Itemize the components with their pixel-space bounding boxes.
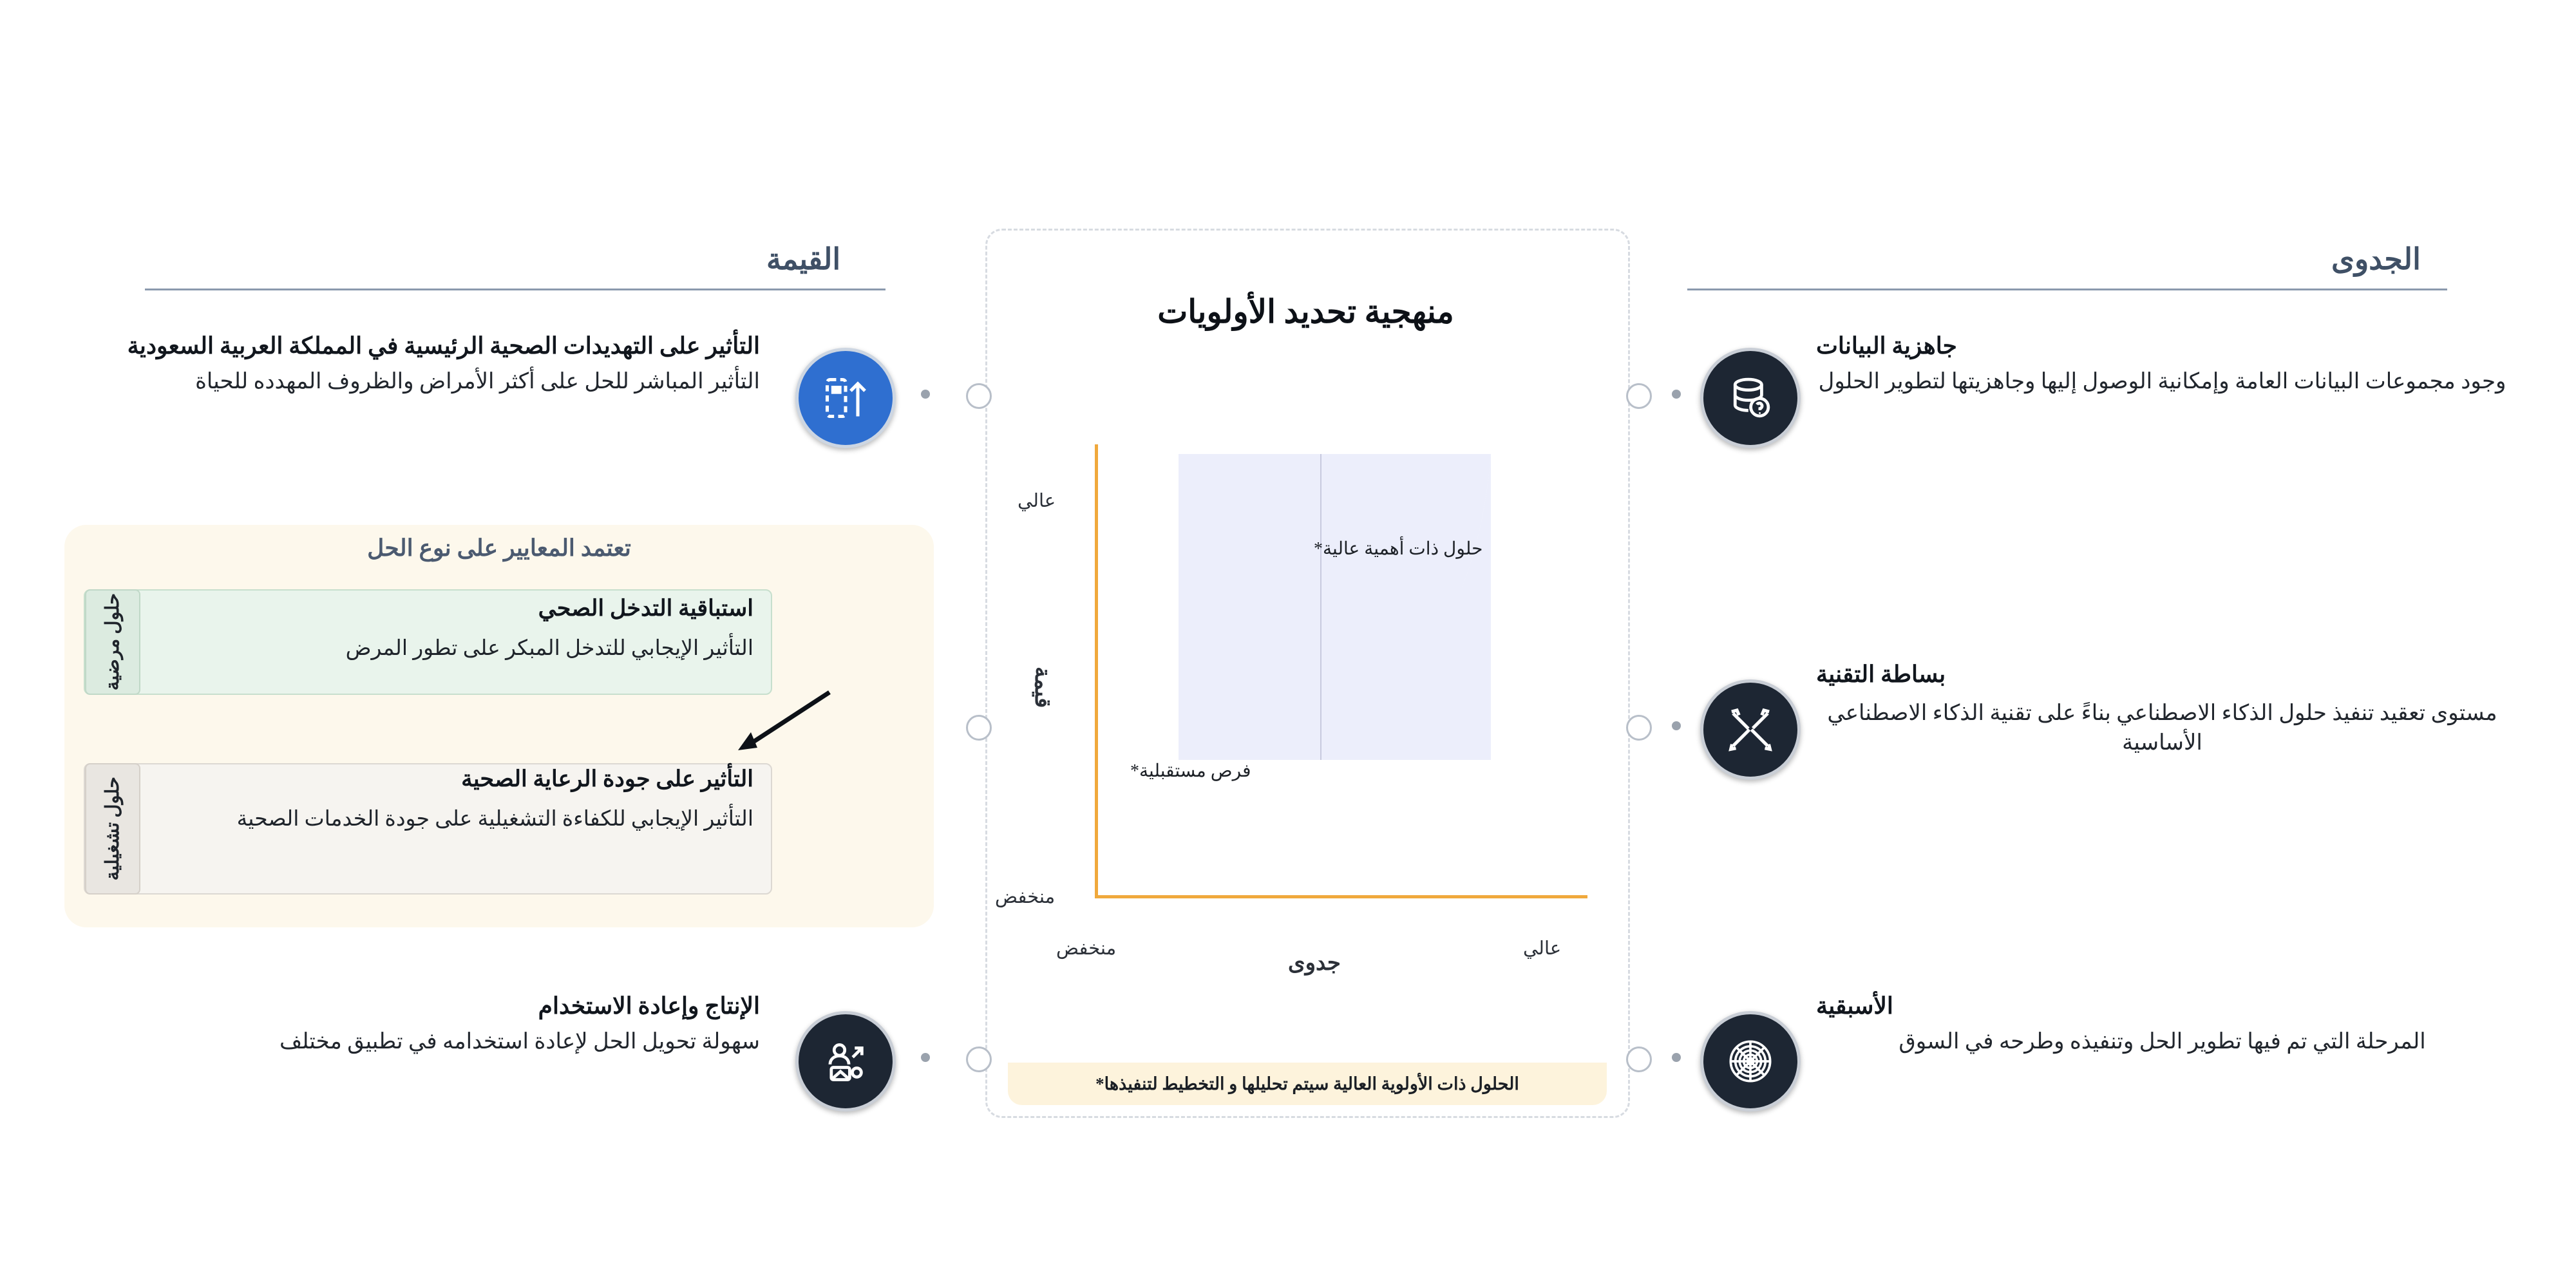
value-item-1-desc: التأثير المباشر للحل على أكثر الأمراض والظروف المهدده للحياة [195,370,760,393]
connector-dot-value-3 [921,1053,930,1062]
chart-annotation-high-value: حلول ذات أهمية عالية* [1314,539,1483,559]
criteria-row-2-title: التأثير على جودة الرعاية الصحية [461,766,753,791]
feasibility-column-header: الجدوى [2331,243,2421,276]
chart-x-tick-high: عالي [1523,938,1562,959]
value-column-header: القيمة [766,243,841,276]
criteria-row-1-title: استباقية التدخل الصحي [538,596,753,621]
feasibility-icon-2[interactable] [1700,679,1801,780]
feasibility-icon-3[interactable] [1700,1011,1801,1112]
criteria-row-1-tab [85,589,140,695]
reuse-people-icon [821,1037,870,1086]
chart-y-tick-low: منخفض [995,887,1056,907]
connector-dot-feasibility-1 [1672,390,1681,399]
criteria-row-2-desc: التأثير الإيجابي للكفاءة التشغيلية على جودة الخدمات الصحية [236,808,753,831]
value-icon-1[interactable] [795,348,896,448]
connector-dot-feasibility-3 [1672,1053,1681,1062]
criteria-row-2-tab-label: حلول تشغيلية [102,777,123,881]
feasibility-item-2-desc: مستوى تعقيد تنفيذ حلول الذكاء الاصطناعي بناءً على تقنية الذكاء الاصطناعي الأساسية [1827,701,2497,755]
criteria-link-arrow-icon [734,686,831,757]
feasibility-icon-1[interactable] [1700,348,1801,448]
chart-annotation-future: فرص مستقبلية* [1130,761,1251,781]
feasibility-item-3-title: الأسبقية [1816,993,1893,1019]
criteria-row-1-tab-label: حلول مرضية [102,593,123,691]
chart-footnote: الحلول ذات الأولوية العالية سيتم تحليلها و التخطيط لتنفيذها* [1008,1063,1607,1105]
document-arrow-up-icon [821,374,870,422]
connector-node-feasibility-2 [1626,715,1652,741]
connector-node-value-2 [966,715,992,741]
connector-node-feasibility-3 [1626,1046,1652,1072]
chart-y-axis-label: قيمة [1030,667,1054,708]
chart-vertical-divider [1320,454,1321,760]
chart-y-tick-high: عالي [1018,491,1056,511]
feasibility-item-1-desc: وجود مجموعات البيانات العامة وإمكانية الوصول إليها وجاهزيتها لتطوير الحلول [1818,370,2506,393]
criteria-row-1-desc: التأثير الإيجابي للتدخل المبكر على تطور المرض [345,637,753,660]
center-panel-title: منهجية تحديد الأولويات [1157,294,1454,330]
chart-region-outline [1030,438,1597,914]
connector-node-value-1 [966,383,992,409]
feasibility-column-rule [1687,289,2447,290]
value-item-3-desc: سهولة تحويل الحل لإعادة استخدامه في تطبيق مختلف [279,1030,760,1054]
value-item-1-title: التأثير على التهديدات الصحية الرئيسية في المملكة العربية السعودية [127,333,760,359]
feasibility-item-3-desc: المرحلة التي تم فيها تطوير الحل وتنفيذه وطرحه في السوق [1899,1030,2426,1054]
value-column-rule [145,289,886,290]
criteria-row-2-tab [85,763,140,895]
chart-x-tick-low: منخفض [1056,938,1117,959]
criteria-card-header: تعتمد المعايير على نوع الحل [367,535,631,561]
connector-dot-value-1 [921,390,930,399]
priority-matrix-chart [1030,438,1597,914]
connector-node-value-3 [966,1046,992,1072]
value-icon-3[interactable] [795,1011,896,1112]
database-question-icon [1726,374,1775,422]
fingerprint-icon [1725,1036,1776,1087]
feasibility-item-2-title: بساطة التقنية [1816,661,1946,687]
chart-x-axis [1095,895,1587,898]
connector-node-feasibility-1 [1626,383,1652,409]
connector-dot-feasibility-2 [1672,721,1681,730]
tools-icon [1726,705,1775,754]
feasibility-item-1-title: جاهزية البيانات [1816,333,1957,359]
chart-x-axis-label: جدوى [1288,951,1341,975]
value-item-3-title: الإنتاج وإعادة الاستخدام [538,993,760,1019]
chart-y-axis [1095,444,1098,898]
